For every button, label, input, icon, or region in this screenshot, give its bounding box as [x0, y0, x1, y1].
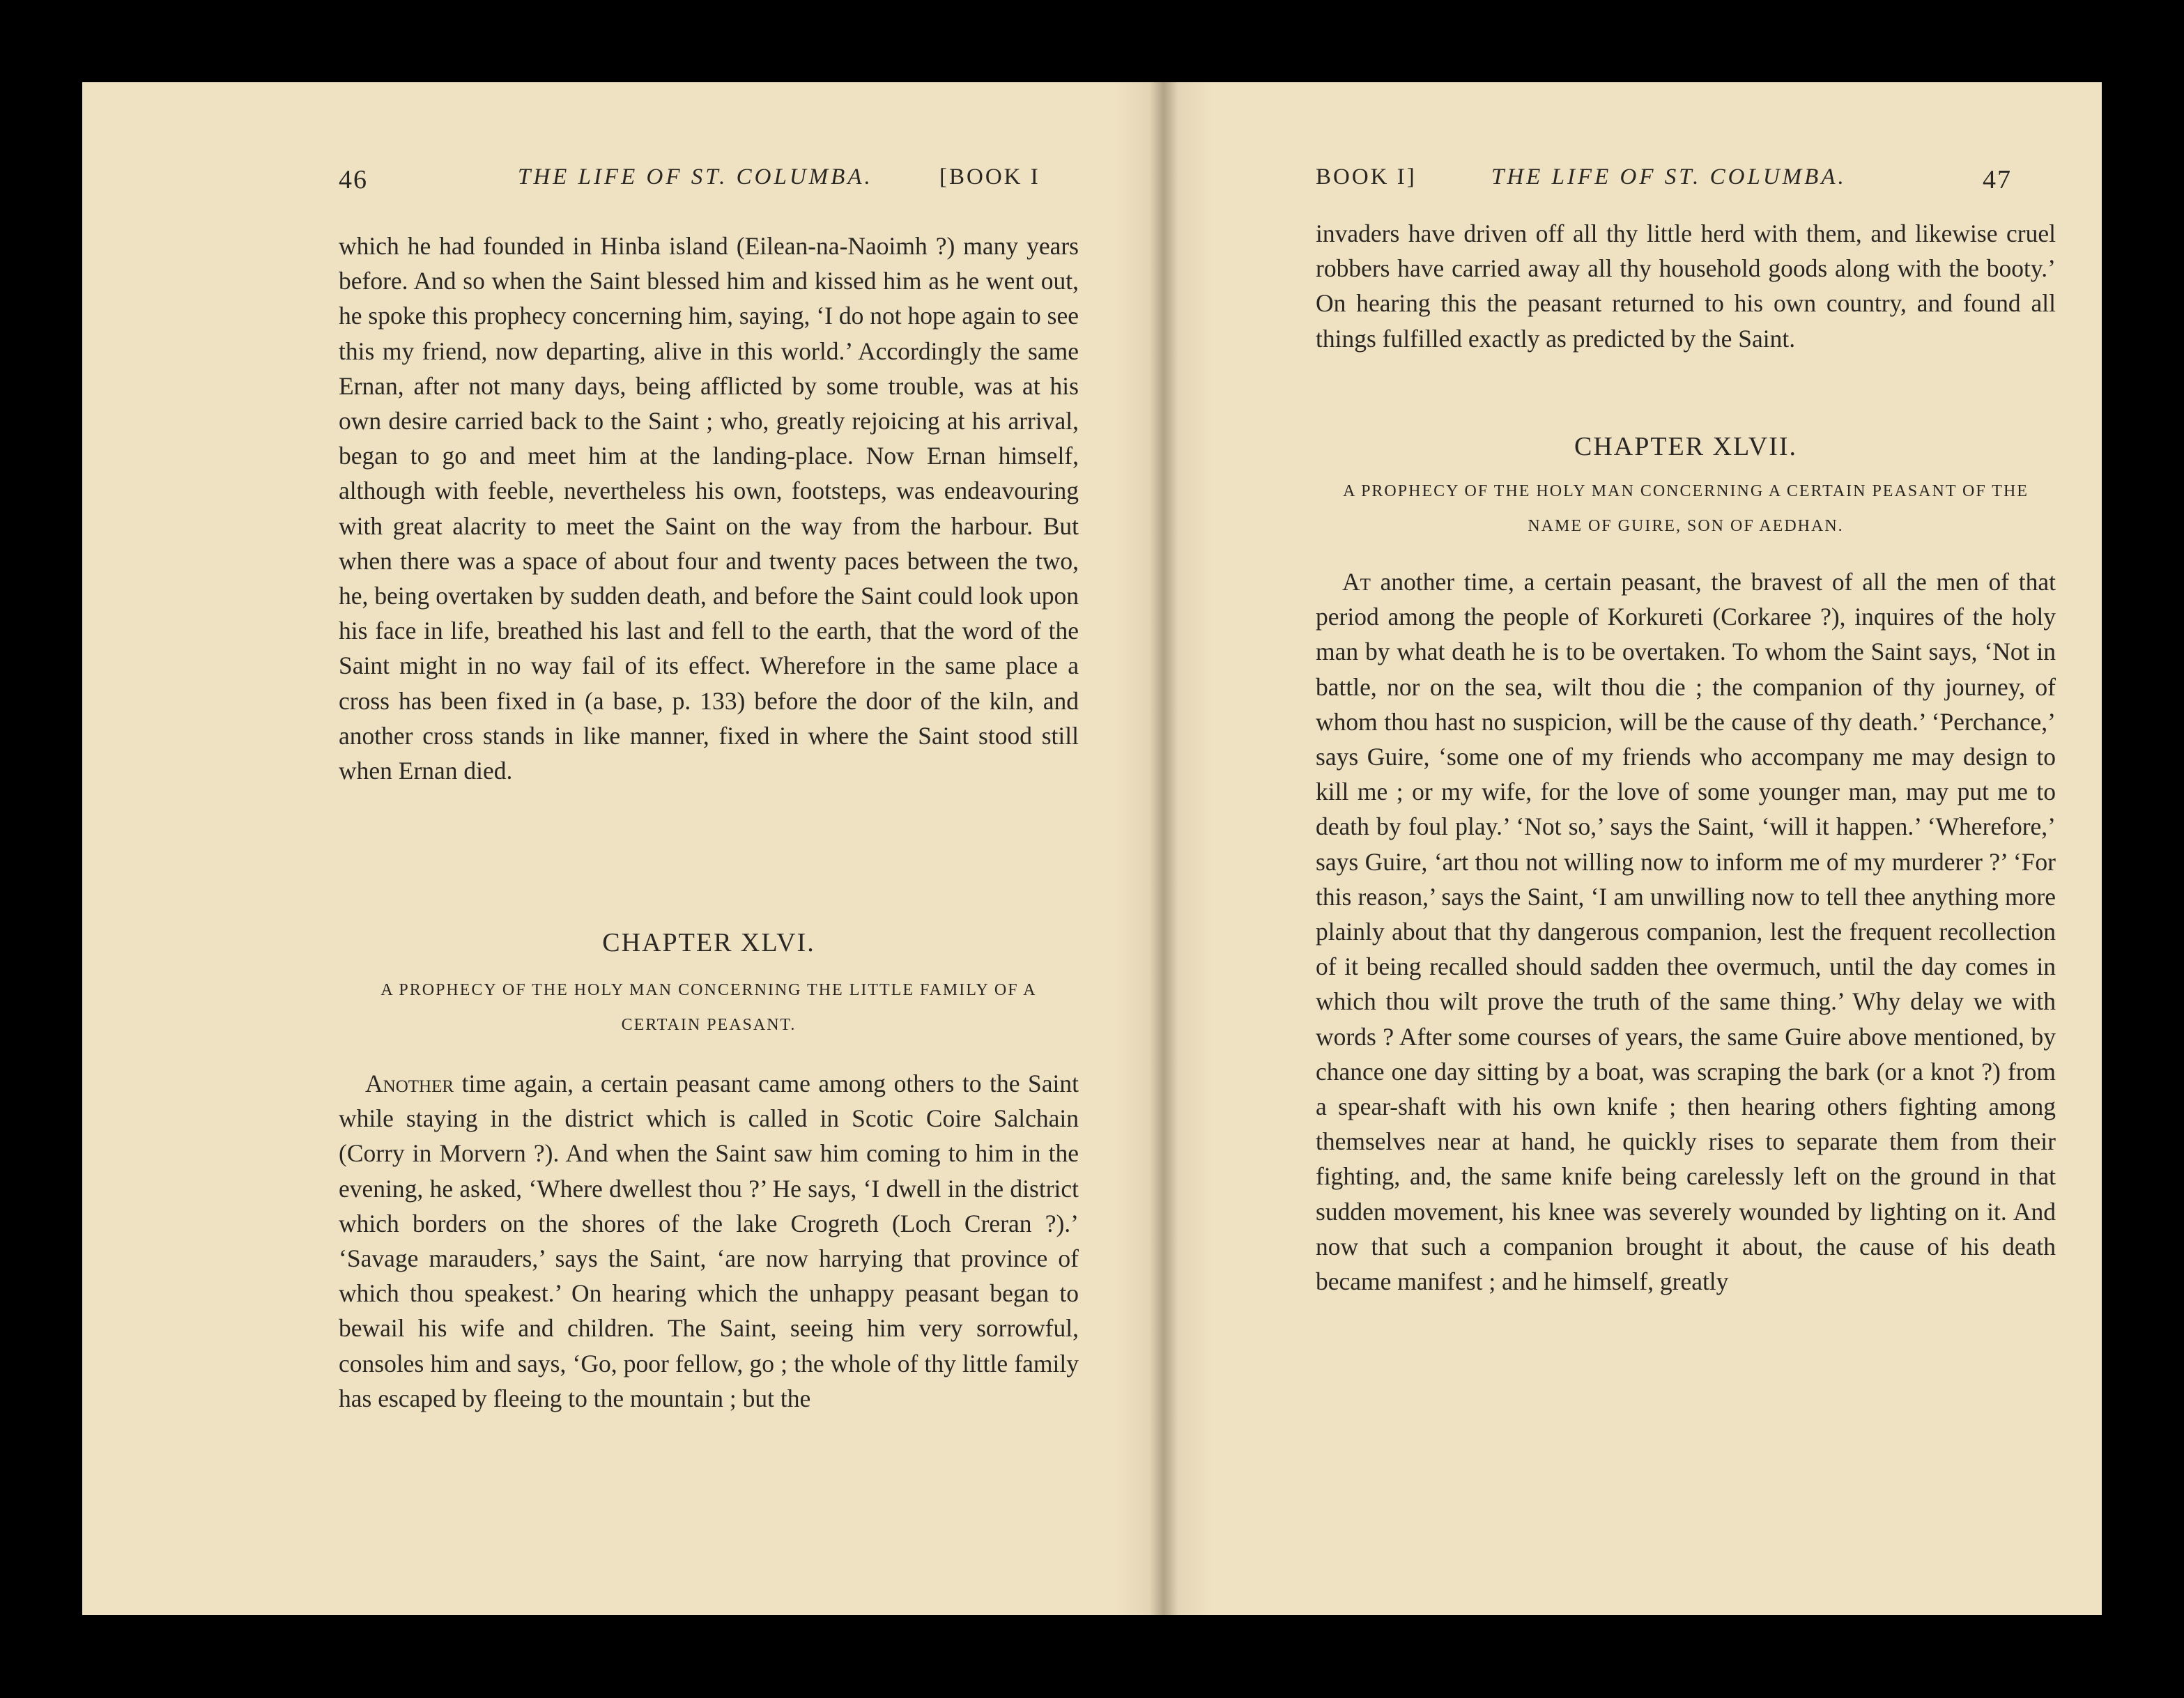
- right-text-block-2: [1316, 564, 2056, 1299]
- left-paragraph-2-text: time again, a certain peasant came among others to the Saint while staying in the district which is called in Scotic Coire Salchain (Corry in Morvern ?). And when the Saint saw him coming to him in the evening, he asked, ‘Where dwellest thou ?’ He says, ‘I dwell in the district which borders on the shores of the lake Crogreth (Loch Creran ?).’ ‘Savage marauders,’ says the Saint, ‘are now harrying that province of which thou speakest.’ On hearing which the unhappy peasant began to bewail his wife and children. The Saint, seeing him very sorrowful, consoles him and says, ‘Go, poor fellow, go ; the whole of thy little family has escaped by fleeing to the mountain ; but the: [339, 1070, 1079, 1412]
- book-spread: [82, 82, 2102, 1615]
- left-running-title: THE LIFE OF ST. COLUMBA.: [518, 164, 873, 190]
- left-page-number: 46: [339, 165, 368, 194]
- left-chapter-heading: CHAPTER XLVI.: [602, 928, 815, 957]
- left-chapter-subtitle: A PROPHECY OF THE HOLY MAN CONCERNING THE LITTLE FAMILY OF A CERTAIN PEASANT.: [380, 981, 1037, 1035]
- right-page-number: 47: [1983, 165, 2012, 194]
- right-running-title: THE LIFE OF ST. COLUMBA.: [1491, 164, 1847, 190]
- right-paragraph-1: invaders have driven off all thy little herd with them, and likewise cruel robbers have carried away all thy household goods along with the booty.’ On hearing this the peasant returned to his own country, and found all things fulfilled exactly as predicted by the Saint.: [1316, 219, 2056, 353]
- right-paragraph-2-lead: At: [1342, 568, 1371, 596]
- left-paragraph-2: [339, 1066, 1079, 1416]
- right-chapter-heading: CHAPTER XLVII.: [1574, 432, 1798, 461]
- right-book-reference: BOOK I]: [1316, 164, 1417, 190]
- book-gutter: [1115, 82, 1213, 1615]
- right-text-block-1: [1316, 216, 2056, 356]
- left-page: [256, 82, 1079, 1615]
- right-paragraph-2: [1316, 564, 2056, 1299]
- left-book-reference: [BOOK I: [939, 164, 1040, 190]
- right-chapter-block: [1316, 429, 2056, 543]
- left-chapter-block: [339, 925, 1079, 1042]
- right-page: [1233, 82, 2056, 1615]
- left-text-block-2: [339, 1066, 1079, 1416]
- right-chapter-subtitle: A PROPHECY OF THE HOLY MAN CONCERNING A CERTAIN PEASANT OF THE NAME OF GUIRE, SON OF AEDHAN.: [1343, 482, 2029, 536]
- left-paragraph-1: which he had founded in Hinba island (Eilean-na-Naoimh ?) many years before. And so when the Saint blessed him and kissed him as he went out, he spoke this prophecy concerning him, saying, ‘I do not hope again to see this my friend, now departing, alive in this world.’ Accordingly the same Ernan, after not many days, being afflicted by some trouble, was at his own desire carried back to the Saint ; who, greatly rejoicing at his arrival, began to go and meet him at the landing-place. Now Ernan himself, although with feeble, nevertheless his own, footsteps, was endeavouring with great alacrity to meet the Saint on the way from the harbour. But when there was a space of about four and twenty paces between the two, he, being overtaken by sudden death, and before the Saint could look upon his face in life, breathed his last and fell to the earth, that the word of the Saint might in no way fail of its effect. Wherefore in the same place a cross has been fixed in (a base, p. 133) before the door of the kiln, and another cross stands in like manner, fixed in where the Saint stood still when Ernan died.: [339, 232, 1079, 785]
- right-running-header: [1233, 164, 2056, 206]
- left-paragraph-2-lead: Another: [365, 1070, 454, 1097]
- left-running-header: [256, 164, 1079, 206]
- right-paragraph-2-text: another time, a certain peasant, the bravest of all the men of that period among the people of Korkureti (Corkaree ?), inquires of the holy man by what death he is to be overtaken. To whom the Saint says, ‘Not in battle, nor on the sea, wilt thou die ; the companion of thy journey, of whom thou hast no suspicion, will be the cause of thy death.’ ‘Perchance,’ says Guire, ‘some one of my friends who accompany me may design to kill me ; or my wife, for the love of some younger man, may put me to death by foul play.’ ‘Not so,’ says the Saint, ‘will it happen.’ ‘Wherefore,’ says Guire, ‘art thou not willing now to inform me of my murderer ?’ ‘For this reason,’ says the Saint, ‘I am unwilling now to tell thee anything more plainly about that thy dangerous companion, lest the frequent recollection of it being recalled should sadden thee overmuch, until the day comes in which thou wilt prove the truth of the same thing.’ Why delay we with words ? After some courses of years, the same Guire above mentioned, by chance one day sitting by a boat, was scraping the bark (or a knot ?) from a spear-shaft with his own knife ; then hearing others fighting among themselves near at hand, he quickly rises to separate them from their fighting, and, the same knife being carelessly left on the ground in that sudden movement, his knee was severely wounded by lighting on it. And now that such a companion brought it about, the cause of his death became manifest ; and he himself, greatly: [1316, 568, 2056, 1296]
- left-text-block-1: [339, 229, 1079, 788]
